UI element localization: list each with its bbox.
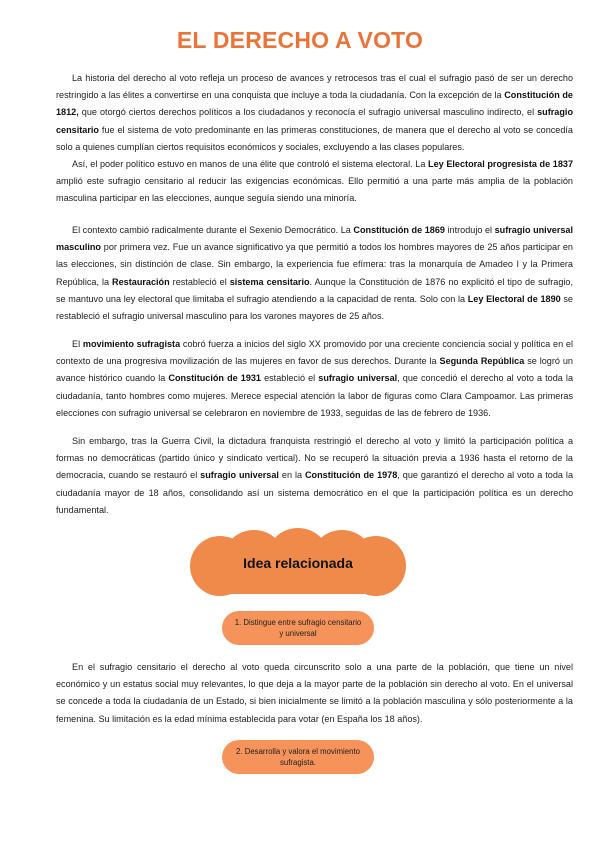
- bold-term: Restauración: [112, 276, 170, 287]
- bold-term: Constitución de 1978: [304, 470, 398, 481]
- text-run: , que garantizó el derecho al voto a toda la ciudadanía mayor de 18 años, consolidando así un sistema democrático en el que la participación política es un derecho fundamental.: [56, 470, 573, 515]
- text-run: estableció el: [261, 373, 319, 384]
- paragraph-5: [56, 433, 573, 519]
- paragraph-4: [56, 336, 573, 422]
- text-run: . Aunque la Constitución de 1876 no explicitó el tipo de sufragio, se mantuvo una ley electoral que limitaba el sufragio atendiendo a la capacidad de renta. Solo con la: [56, 276, 574, 304]
- text-run: restableció el: [169, 276, 230, 287]
- text-run: que otorgó ciertos derechos políticos a los ciudadanos y reconocía el sufragio universal masculino indirecto, el: [78, 107, 538, 118]
- related-idea-heading: Idea relacionada: [243, 555, 353, 571]
- paragraph-3: [56, 222, 573, 325]
- bold-term: sufragio universal: [318, 373, 398, 384]
- bold-term: Segunda República: [439, 356, 525, 367]
- text-run: Así, el poder político estuvo en manos de una élite que controló el sistema electoral. La: [72, 159, 429, 169]
- bold-term: Constitución de 1812,: [56, 90, 573, 118]
- text-run: cobró fuerza a inicios del siglo XX promovido por una creciente conciencia social y política en el contexto de una progresiva movilización de las mujeres en favor de sus derechos. Durante la: [56, 339, 573, 367]
- question-2-text: 2. Desarrolla y valora el movimiento sufragista.: [236, 747, 360, 767]
- bold-term: sufragio universal: [200, 470, 279, 481]
- text-run: El: [72, 339, 83, 349]
- text-run: amplió este sufragio censitario al reducir las exigencias económicas. Ello permitió a una parte más amplia de la población masculina participar en las elecciones, aunque seguía siendo una minoría.: [56, 176, 573, 204]
- text-run: El contexto cambió radicalmente durante el Sexenio Democrático. La: [72, 225, 354, 235]
- bold-term: sufragio universal masculino: [56, 225, 573, 253]
- text-run: introdujo el: [444, 225, 495, 235]
- text-run: se logró un avance histórico cuando la: [56, 356, 573, 384]
- question-1-text: 1. Distingue entre sufragio censitario y universal: [234, 618, 362, 638]
- text-run: se restableció el sufragio universal masculino para los varones mayores de 25 años.: [56, 293, 573, 322]
- bold-term: sufragio censitario: [56, 107, 573, 135]
- bold-term: sistema censitario: [229, 276, 310, 287]
- text-run: en la: [278, 470, 305, 481]
- question-2-pill: [222, 740, 374, 774]
- text-run: La historia del derecho al voto refleja un proceso de avances y retrocesos tras el cual el sufragio pasó de ser un derecho restringido a las élites a convertirse en una conquista que incluye a toda la ciudadanía. Con la excepción de la: [56, 73, 573, 101]
- text-run: fue el sistema de voto predominante en las primeras constituciones, de manera que el derecho al voto se concedía solo a quienes cumplían ciertos requisitos económicos y sociales, excluyendo a las clases populares.: [56, 124, 573, 152]
- text-run: , que concedió el derecho al voto a toda la ciudadanía, tanto hombres como mujeres. Merece especial atención la labor de figuras como Clara Campoamor. Las primeras elecciones con sufragio universal se celebraron en noviembre de 1933, seguidas de las de febrero de 1936.: [56, 373, 573, 418]
- paragraph-2: [56, 156, 573, 208]
- bold-term: Ley Electoral de 1890: [467, 293, 561, 304]
- text-run: Sin embargo, tras la Guerra Civil, la dictadura franquista restringió el derecho al voto y limitó la participación política a formas no democráticas (partido único y sindicato vertical). No se recuperó la situación previa a 1936 hasta el retorno de la democracia, cuando se restauró el: [56, 436, 573, 481]
- bold-term: Ley Electoral progresista de 1837: [428, 159, 574, 169]
- answer-1: En el sufragio censitario el derecho al voto queda circunscrito solo a una parte de la población, que tiene un nivel económico y un estatus social muy relevantes, lo que deja a la mayor parte de la población sin derecho al voto. En el universal se concede a toda la ciudadanía de un Estado, si bien inicialmente se limitó a la población masculina y sólo posteriormente a la femenina. Su limitación es la edad mínima establecida para votar (en España los 18 años).: [56, 662, 573, 724]
- bold-term: movimiento sufragista: [82, 339, 181, 349]
- page-title: EL DERECHO A VOTO: [176, 27, 424, 53]
- bold-term: Constitución de 1931: [168, 373, 261, 384]
- text-run: por primera vez. Fue un avance significativo ya que permitió a todos los hombres mayores de 25 años participar en las elecciones, sin distinción de clase. Sin embargo, la experiencia fue efímera: tras la monarquía de Amadeo I y la Primera República, la: [56, 242, 573, 287]
- bold-term: Constitución de 1869: [353, 225, 445, 235]
- paragraph-1: [56, 70, 573, 156]
- question-1-pill: [222, 611, 374, 645]
